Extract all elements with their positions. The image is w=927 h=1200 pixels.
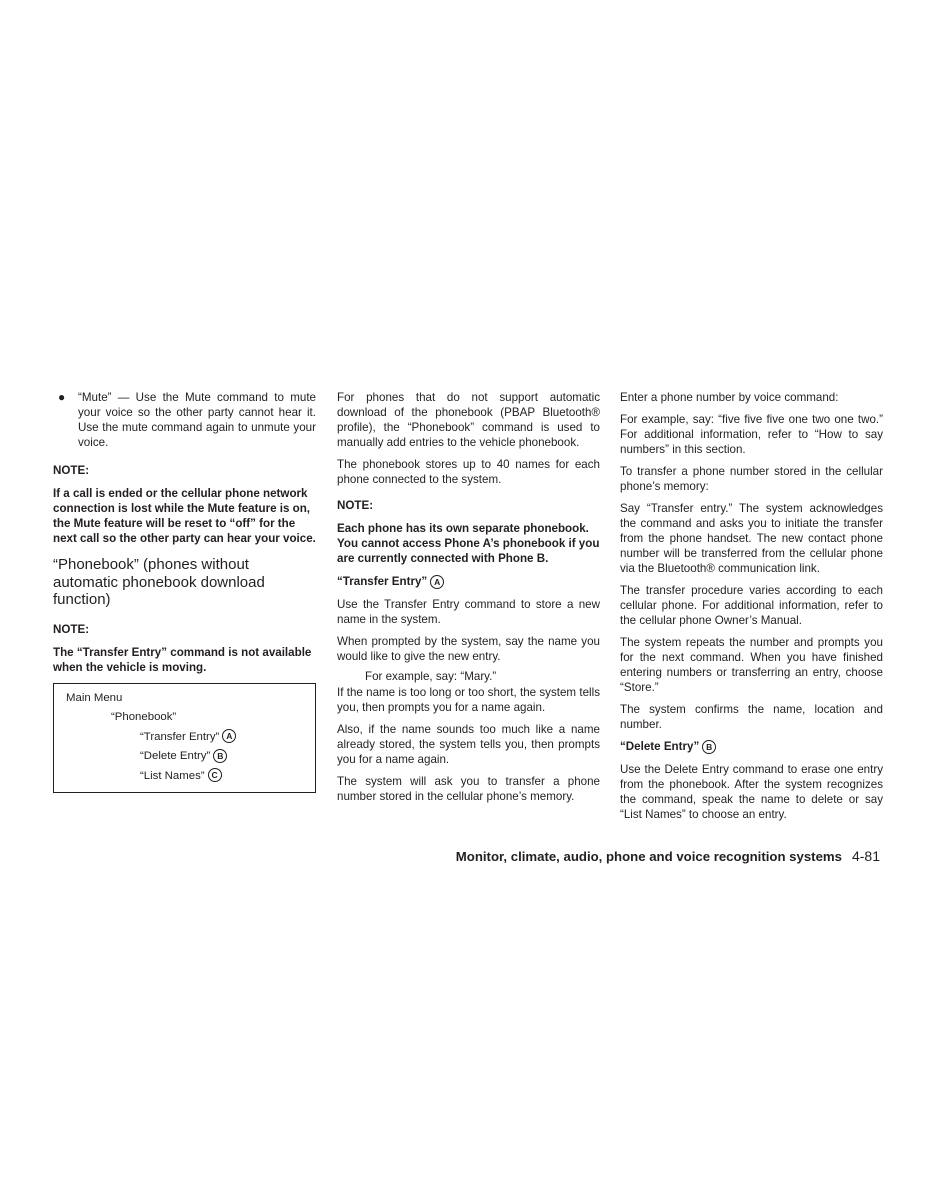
menu-item-label: “List Names” [140,769,205,782]
note-body-transfer: The “Transfer Entry” command is not available when the vehicle is moving. [53,645,312,674]
column-left [53,390,316,793]
marker-a-icon: A [430,575,444,589]
menu-item-label: “Transfer Entry” [140,730,220,743]
paragraph: The system confirms the name, location and number. [620,703,883,731]
paragraph: The system repeats the number and prompts you for the next command. When you have finished entering numbers or transferring an entry, choose “Store.” [620,636,883,694]
menu-item-transfer-entry [54,728,315,748]
heading-label: “Delete Entry” [620,740,700,753]
marker-a-icon: A [222,729,236,743]
note-heading: NOTE: [53,464,90,477]
menu-item-list-names [54,767,315,787]
bullet-mute [53,390,316,450]
section-subheading: “Phonebook” (phones without automatic phonebook download function) [53,556,265,608]
paragraph: If the name is too long or too short, the system tells you, then prompts you for a name again. [337,686,600,714]
menu-tree-box [53,683,316,794]
paragraph: Use the Delete Entry command to erase one entry from the phonebook. After the system recognizes the command, speak the name to delete or say “List Names” to choose an entry. [620,763,883,821]
marker-b-icon: B [213,749,227,763]
heading-label: “Transfer Entry” [337,575,428,588]
transfer-entry-heading [337,574,600,589]
menu-item-phonebook: “Phonebook” [111,711,177,723]
note-heading: NOTE: [53,622,90,636]
paragraph: Say “Transfer entry.” The system acknowledges the command and asks you to initiate the transfer from the phone handset. The new contact phone number will be transferred from the cellular phone via the Bluetooth® communication link. [620,502,883,575]
menu-item-delete-entry [54,747,315,767]
page-footer [456,848,880,864]
paragraph: The transfer procedure varies according to each cellular phone. For additional information, refer to the cellular phone Owner’s Manual. [620,584,883,627]
note-body-phonebook: Each phone has its own separate phonebook. You cannot access Phone A’s phonebook if you are currently connected with Phone B. [337,522,600,565]
note-heading: NOTE: [337,499,374,512]
bullet-dot: ● [58,390,66,404]
paragraph: Also, if the name sounds too much like a name already stored, the system tells you, then prompts you for a name again. [337,723,600,766]
paragraph: Use the Transfer Entry command to store a new name in the system. [337,598,600,626]
paragraph: For phones that do not support automatic download of the phonebook (PBAP Bluetooth® profile), the “Phonebook” command is used to manually add entries to the vehicle phonebook. [337,391,600,449]
menu-item-label: “Delete Entry” [140,750,211,762]
page-number: 4-81 [851,848,880,864]
note-body-mute: If a call is ended or the cellular phone network connection is lost while the Mute feature is on, the Mute feature will be reset to “off” for the next call so the other party can hear your voice. [53,487,316,545]
column-right [620,390,883,829]
marker-c-icon: C [208,768,222,782]
paragraph: The phonebook stores up to 40 names for each phone connected to the system. [337,458,600,486]
paragraph: The system will ask you to transfer a phone number stored in the cellular phone’s memory. [337,775,600,803]
column-middle [337,390,600,811]
paragraph: When prompted by the system, say the name you would like to give the new entry. [337,635,600,663]
paragraph: For example, say: “five five five one two one two.” For additional information, refer to “How to say numbers” in this section. [620,413,883,456]
menu-item-main: Main Menu [66,691,123,704]
delete-entry-heading [620,739,883,754]
paragraph: Enter a phone number by voice command: [620,391,839,404]
marker-b-icon: B [702,740,716,754]
footer-section-title: Monitor, climate, audio, phone and voice recognition systems [455,849,842,864]
paragraph: To transfer a phone number stored in the cellular phone’s memory: [620,465,883,493]
example-line: For example, say: “Mary.” [365,670,497,683]
bullet-mute-text: “Mute” — Use the Mute command to mute your voice so the other party cannot hear it. Use the mute command again to unmute your voice. [78,391,316,449]
